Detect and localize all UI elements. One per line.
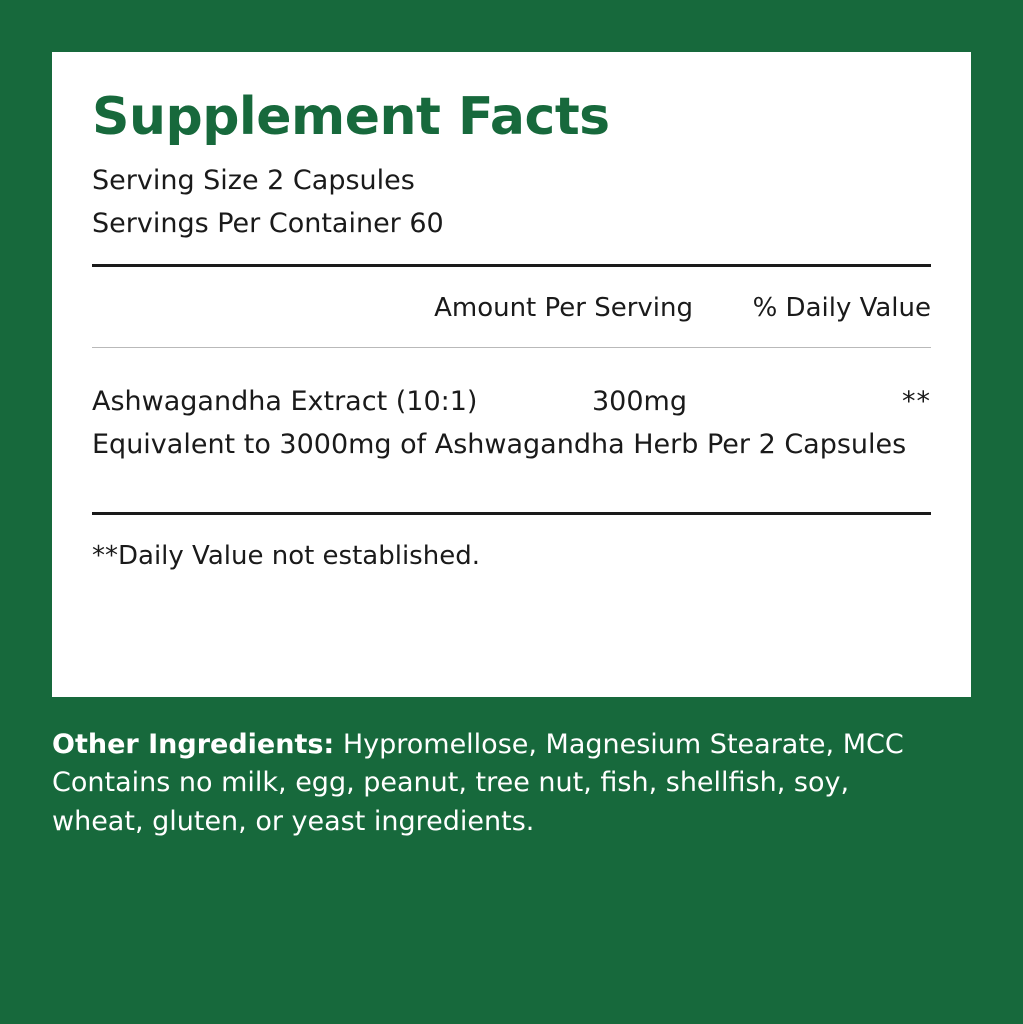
allergen-line-1: Contains no milk, egg, peanut, tree nut, fish, shellfish, soy, [52, 767, 850, 799]
column-header-amount: Amount Per Serving [434, 293, 693, 324]
column-header-daily-value: % Daily Value [752, 293, 931, 324]
ingredient-daily-value: ** [902, 386, 931, 418]
daily-value-footnote: **Daily Value not established. [92, 541, 480, 572]
column-header-row [92, 267, 931, 347]
serving-size-text: Serving Size 2 Capsules [92, 164, 415, 196]
ingredient-name: Ashwagandha Extract (10:1) [92, 386, 478, 418]
ingredient-amount: 300mg [592, 386, 687, 418]
other-ingredients-list: Hypromellose, Magnesium Stearate, MCC [334, 729, 904, 760]
servings-per-container-text: Servings Per Container 60 [92, 208, 444, 240]
table-row [92, 380, 931, 423]
page-title: Supplement Facts [92, 87, 610, 147]
other-ingredients-label: Other Ingredients: [52, 729, 335, 760]
other-ingredients-block [52, 726, 982, 841]
other-ingredients-line [52, 726, 982, 764]
ingredient-list [92, 348, 931, 494]
allergen-line-2: wheat, gluten, or yeast ingredients. [52, 805, 535, 837]
ingredient-sub-note: Equivalent to 3000mg of Ashwagandha Herb Per 2 Capsules [92, 429, 907, 461]
supplement-facts-panel [52, 52, 971, 697]
